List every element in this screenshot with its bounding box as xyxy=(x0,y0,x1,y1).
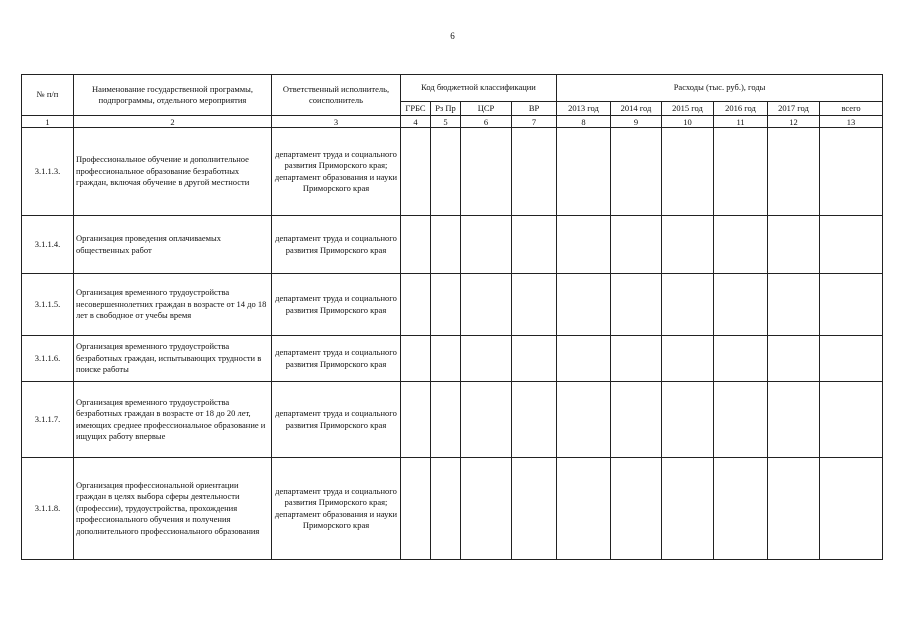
header-vr: ВР xyxy=(512,102,557,116)
header-total: всего xyxy=(820,102,883,116)
page-number: 6 xyxy=(450,31,455,41)
header-csr: ЦСР xyxy=(461,102,512,116)
table-row xyxy=(22,274,883,336)
row-number: 3.1.1.6. xyxy=(22,336,74,382)
header-expenses: Расходы (тыс. руб.), годы xyxy=(557,75,883,102)
header-year-2015: 2015 год xyxy=(662,102,714,116)
table-row xyxy=(22,382,883,458)
row-executor: департамент труда и социального развития Приморского края xyxy=(272,382,401,458)
header-year-2016: 2016 год xyxy=(714,102,768,116)
column-number: 7 xyxy=(512,116,557,128)
row-executor: департамент труда и социального развития Приморского края xyxy=(272,274,401,336)
header-year-2017: 2017 год xyxy=(768,102,820,116)
header-year-2013: 2013 год xyxy=(557,102,611,116)
column-number: 11 xyxy=(714,116,768,128)
column-number: 2 xyxy=(74,116,272,128)
header-budget-classification: Код бюджетной классификации xyxy=(401,75,557,102)
row-number: 3.1.1.3. xyxy=(22,128,74,216)
column-number: 9 xyxy=(611,116,662,128)
column-number: 3 xyxy=(272,116,401,128)
row-activity-name: Организация временного трудоустройства безработных граждан, испытывающих трудности в поиске работы xyxy=(74,336,272,382)
column-number: 12 xyxy=(768,116,820,128)
row-executor: департамент труда и социального развития Приморского края xyxy=(272,216,401,274)
header-executor: Ответственный исполнитель, соисполнитель xyxy=(272,75,401,116)
column-number: 13 xyxy=(820,116,883,128)
table-row xyxy=(22,216,883,274)
row-executor: департамент труда и социального развития Приморского края; департамент образования и науки Приморского края xyxy=(272,128,401,216)
row-activity-name: Профессиональное обучение и дополнительное профессиональное образование безработных граждан, включая обучение в другой местности xyxy=(74,128,272,216)
table-row xyxy=(22,336,883,382)
row-number: 3.1.1.7. xyxy=(22,382,74,458)
column-number: 4 xyxy=(401,116,431,128)
column-number: 6 xyxy=(461,116,512,128)
header-year-2014: 2014 год xyxy=(611,102,662,116)
row-activity-name: Организация временного трудоустройства безработных граждан в возрасте от 18 до 20 лет, имеющих среднее профессиональное образование и ищущих работу впервые xyxy=(74,382,272,458)
column-number: 10 xyxy=(662,116,714,128)
row-executor: департамент труда и социального развития Приморского края; департамент образования и науки Приморского края xyxy=(272,458,401,560)
row-executor: департамент труда и социального развития Приморского края xyxy=(272,336,401,382)
row-activity-name: Организация проведения оплачиваемых общественных работ xyxy=(74,216,272,274)
row-activity-name: Организация профессиональной ориентации граждан в целях выбора сферы деятельности (профессии), трудоустройства, прохождения профессионального обучения и получения дополнительного профессионального образования xyxy=(74,458,272,560)
table-row xyxy=(22,128,883,216)
header-name: Наименование государственной программы, подпрограммы, отдельного мероприятия xyxy=(74,75,272,116)
table-row xyxy=(22,458,883,560)
column-number: 8 xyxy=(557,116,611,128)
header-num: № п/п xyxy=(22,75,74,116)
header-rzpr: Рз Пр xyxy=(431,102,461,116)
budget-table xyxy=(21,74,883,560)
row-number: 3.1.1.5. xyxy=(22,274,74,336)
column-number-row xyxy=(22,116,883,128)
row-activity-name: Организация временного трудоустройства несовершеннолетних граждан в возрасте от 14 до 18 лет в свободное от учебы время xyxy=(74,274,272,336)
row-number: 3.1.1.8. xyxy=(22,458,74,560)
column-number: 1 xyxy=(22,116,74,128)
column-number: 5 xyxy=(431,116,461,128)
header-grbs: ГРБС xyxy=(401,102,431,116)
row-number: 3.1.1.4. xyxy=(22,216,74,274)
